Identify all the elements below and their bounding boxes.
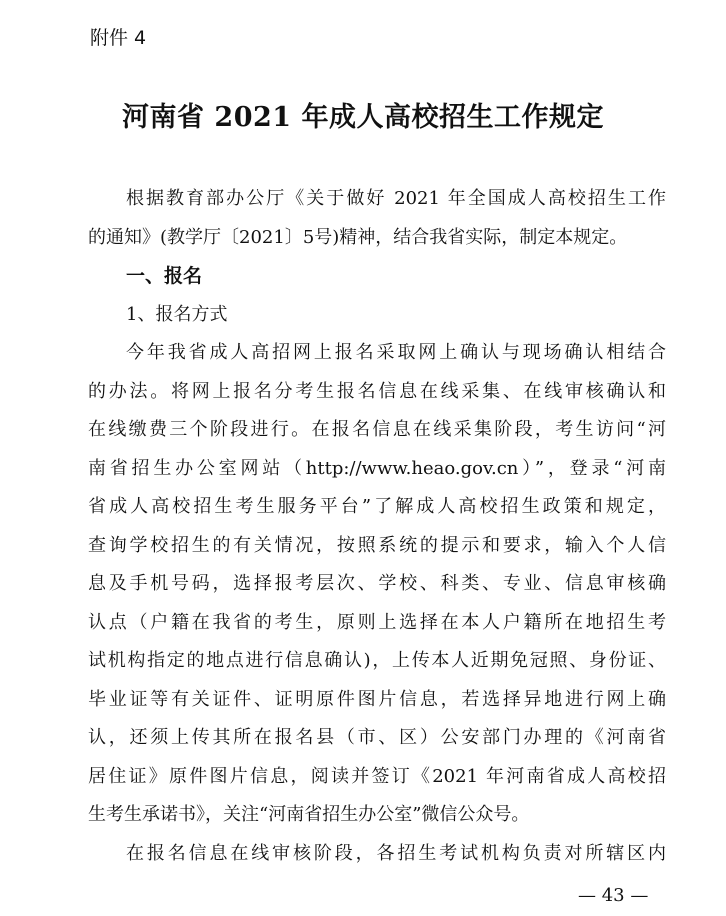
body-line: 查询学校招生的有关情况，按照系统的提示和要求，输入个人信 — [88, 534, 666, 556]
body-line: 在报名信息在线审核阶段，各招生考试机构负责对所辖区内 — [126, 842, 666, 864]
body-line: 认，还须上传其所在报名县（市、区）公安部门办理的《河南省 — [88, 727, 666, 748]
body-line: 南省招生办公室网站（http://www.heao.gov.cn）”，登录“河南 — [88, 457, 666, 479]
subsection-heading: 1、报名方式 — [126, 303, 228, 325]
body-line: 试机构指定的地点进行信息确认)，上传本人近期免冠照、身份证、 — [88, 650, 666, 671]
page-number: — 43 — — [578, 885, 649, 906]
body-line: 今年我省成人高招网上报名采取网上确认与现场确认相结合 — [126, 342, 666, 363]
body-line: 毕业证等有关证件、证明原件图片信息，若选择异地进行网上确 — [88, 688, 666, 710]
body-line: 根据教育部办公厅《关于做好 2021 年全国成人高校招生工作 — [126, 188, 666, 209]
document-title: 河南省 2021 年成人高校招生工作规定 — [122, 102, 604, 133]
document-body — [88, 180, 666, 873]
body-line: 居住证》原件图片信息，阅读并签订《2021 年河南省成人高校招 — [88, 765, 666, 787]
body-line: 的通知》(教学厅〔2021〕5号)精神，结合我省实际，制定本规定。 — [88, 226, 628, 248]
body-line: 省成人高校招生考生服务平台”了解成人高校招生政策和规定， — [88, 496, 666, 517]
body-line: 认点（户籍在我省的考生，原则上选择在本人户籍所在地招生考 — [88, 611, 666, 633]
body-line: 息及手机号码，选择报考层次、学校、科类、专业、信息审核确 — [88, 573, 666, 594]
section-heading: 一、报名 — [126, 265, 203, 287]
body-line: 的办法。将网上报名分考生报名信息在线采集、在线审核确认和 — [88, 380, 666, 402]
body-line: 生考生承诺书》，关注“河南省招生办公室”微信公众号。 — [88, 804, 530, 825]
body-line: 在线缴费三个阶段进行。在报名信息在线采集阶段，考生访问“河 — [88, 419, 666, 440]
attachment-label: 附件 4 — [90, 27, 147, 49]
